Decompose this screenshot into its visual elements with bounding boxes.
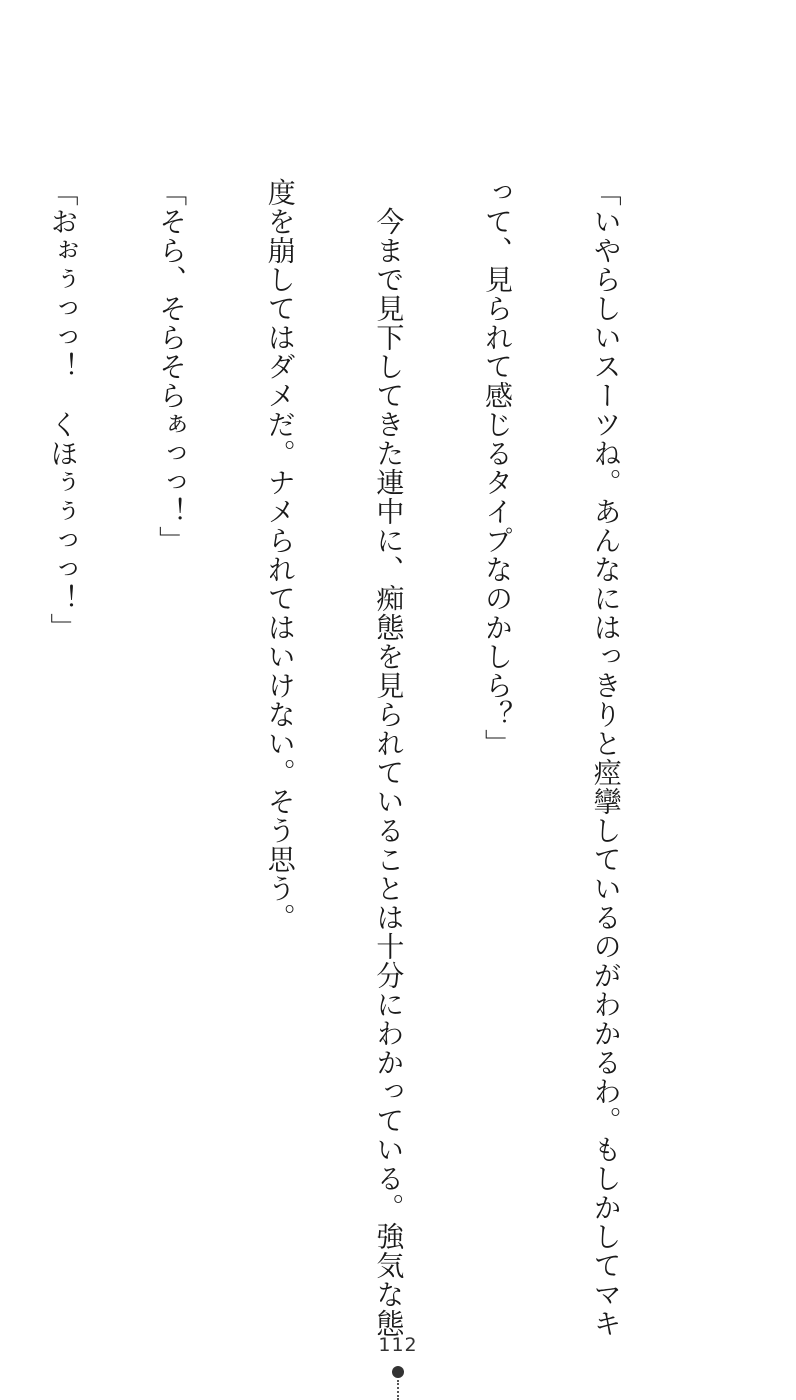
text-line: って、見られて感じるタイプなのかしら？」: [480, 178, 514, 758]
page-marker-dot: [392, 1366, 404, 1378]
text-line: 「おぉぅっっ！ くほぅぅっっ！」: [46, 178, 80, 642]
text-line: 「いやらしいスーツね。あんなにはっきりと痙攣しているのがわかるわ。もしかしてマキ: [589, 178, 623, 1338]
text-line: 今まで見下してきた連中に、痴態を見られていることは十分にわかっている。強気な態: [372, 178, 406, 1338]
page-number: 112: [378, 1334, 418, 1356]
text-line: 度を崩してはダメだ。ナメられてはいけない。そう思う。: [263, 178, 297, 932]
page-marker-dotted-line: [397, 1380, 399, 1400]
text-line: 「そら、そらそらぁっっ！」: [155, 178, 189, 555]
vertical-text-body: [46, 178, 696, 1338]
